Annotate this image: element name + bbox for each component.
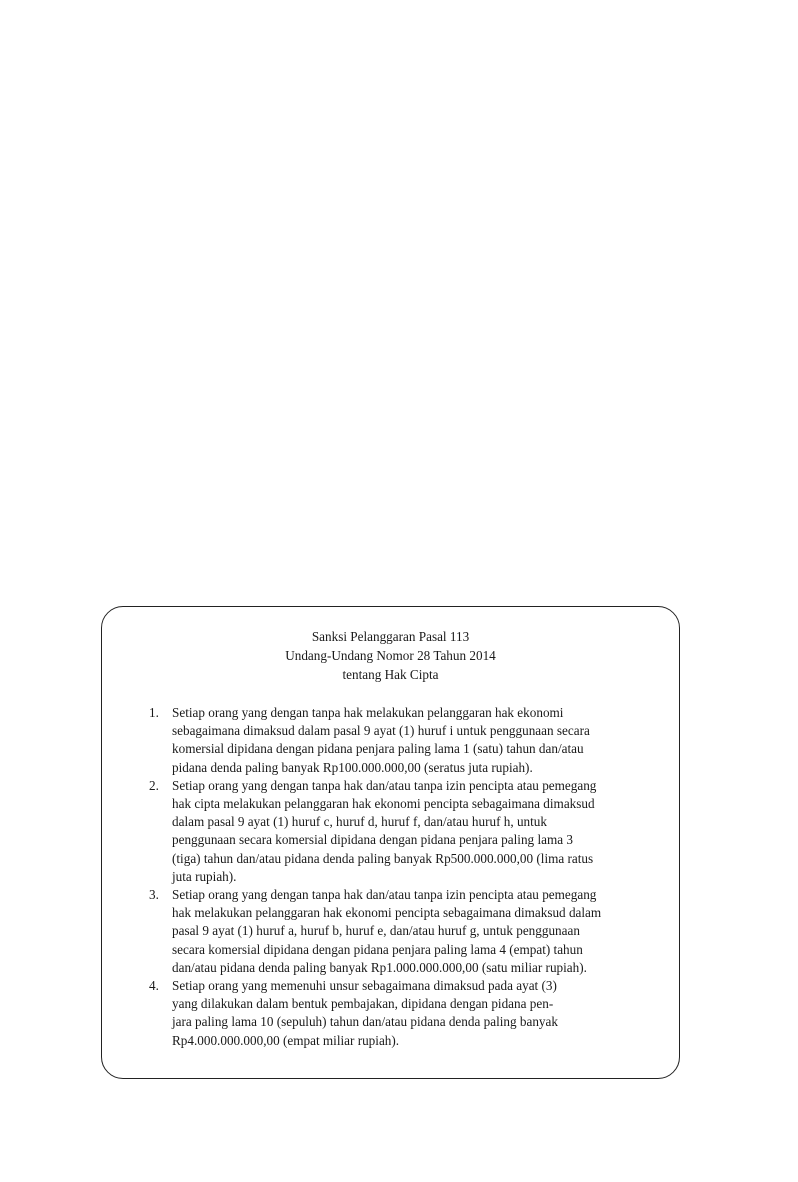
notice-law-reference: Undang-Undang Nomor 28 Tahun 2014 xyxy=(285,648,496,663)
sanction-line: secara komersial dipidana dengan pidana penjara paling lama 4 (empat) tahun xyxy=(172,941,583,957)
sanction-list xyxy=(149,704,639,1050)
sanction-line: Setiap orang yang memenuhi unsur sebagaimana dimaksud pada ayat (3) xyxy=(172,978,557,994)
sanction-number: 4. xyxy=(149,978,159,994)
sanction-line: Setiap orang yang dengan tanpa hak dan/atau tanpa izin pencipta atau pemegang xyxy=(172,887,597,903)
sanction-item-1 xyxy=(149,704,639,777)
sanction-line: pasal 9 ayat (1) huruf a, huruf b, huruf e, dan/atau huruf g, untuk penggunaan xyxy=(172,923,580,939)
sanction-number: 2. xyxy=(149,777,159,793)
sanction-line: komersial dipidana dengan pidana penjara paling lama 1 (satu) tahun dan/atau xyxy=(172,741,584,757)
sanction-line: hak cipta melakukan pelanggaran hak ekonomi pencipta sebagaimana dimaksud xyxy=(172,796,595,812)
notice-title: Sanksi Pelanggaran Pasal 113 xyxy=(311,629,470,644)
sanction-text xyxy=(172,777,639,886)
notice-header xyxy=(102,627,679,684)
sanction-line: (tiga) tahun dan/atau pidana denda paling banyak Rp500.000.000,00 (lima ratus xyxy=(172,850,594,866)
sanction-text xyxy=(172,886,639,977)
sanction-line: pidana denda paling banyak Rp100.000.000,00 (seratus juta rupiah). xyxy=(172,759,533,775)
sanction-line: penggunaan secara komersial dipidana dengan pidana penjara paling lama 3 xyxy=(172,832,573,848)
sanction-item-4 xyxy=(149,977,639,1050)
sanction-item-2 xyxy=(149,777,639,886)
sanction-line: Setiap orang yang dengan tanpa hak melakukan pelanggaran hak ekonomi xyxy=(172,705,564,720)
sanction-text xyxy=(172,704,639,777)
copyright-sanction-notice xyxy=(101,606,680,1079)
sanction-line: jara paling lama 10 (sepuluh) tahun dan/atau pidana denda paling banyak xyxy=(172,1014,558,1030)
sanction-text xyxy=(172,977,639,1050)
sanction-line: hak melakukan pelanggaran hak ekonomi pencipta sebagaimana dimaksud dalam xyxy=(172,905,602,921)
sanction-line: Setiap orang yang dengan tanpa hak dan/atau tanpa izin pencipta atau pemegang xyxy=(172,777,597,793)
sanction-line: sebagaimana dimaksud dalam pasal 9 ayat (1) huruf i untuk penggunaan secara xyxy=(172,723,590,739)
sanction-line: Rp4.000.000.000,00 (empat miliar rupiah). xyxy=(172,1032,400,1048)
sanction-line: dan/atau pidana denda paling banyak Rp1.000.000.000,00 (satu miliar rupiah). xyxy=(172,959,587,975)
sanction-line: yang dilakukan dalam bentuk pembajakan, dipidana dengan pidana pen- xyxy=(172,996,554,1012)
sanction-line: dalam pasal 9 ayat (1) huruf c, huruf d, huruf f, dan/atau huruf h, untuk xyxy=(172,814,547,830)
sanction-number: 1. xyxy=(149,705,159,720)
notice-subject: tentang Hak Cipta xyxy=(342,667,439,682)
sanction-item-3 xyxy=(149,886,639,977)
sanction-number: 3. xyxy=(149,887,159,903)
sanction-line: juta rupiah). xyxy=(172,868,237,884)
